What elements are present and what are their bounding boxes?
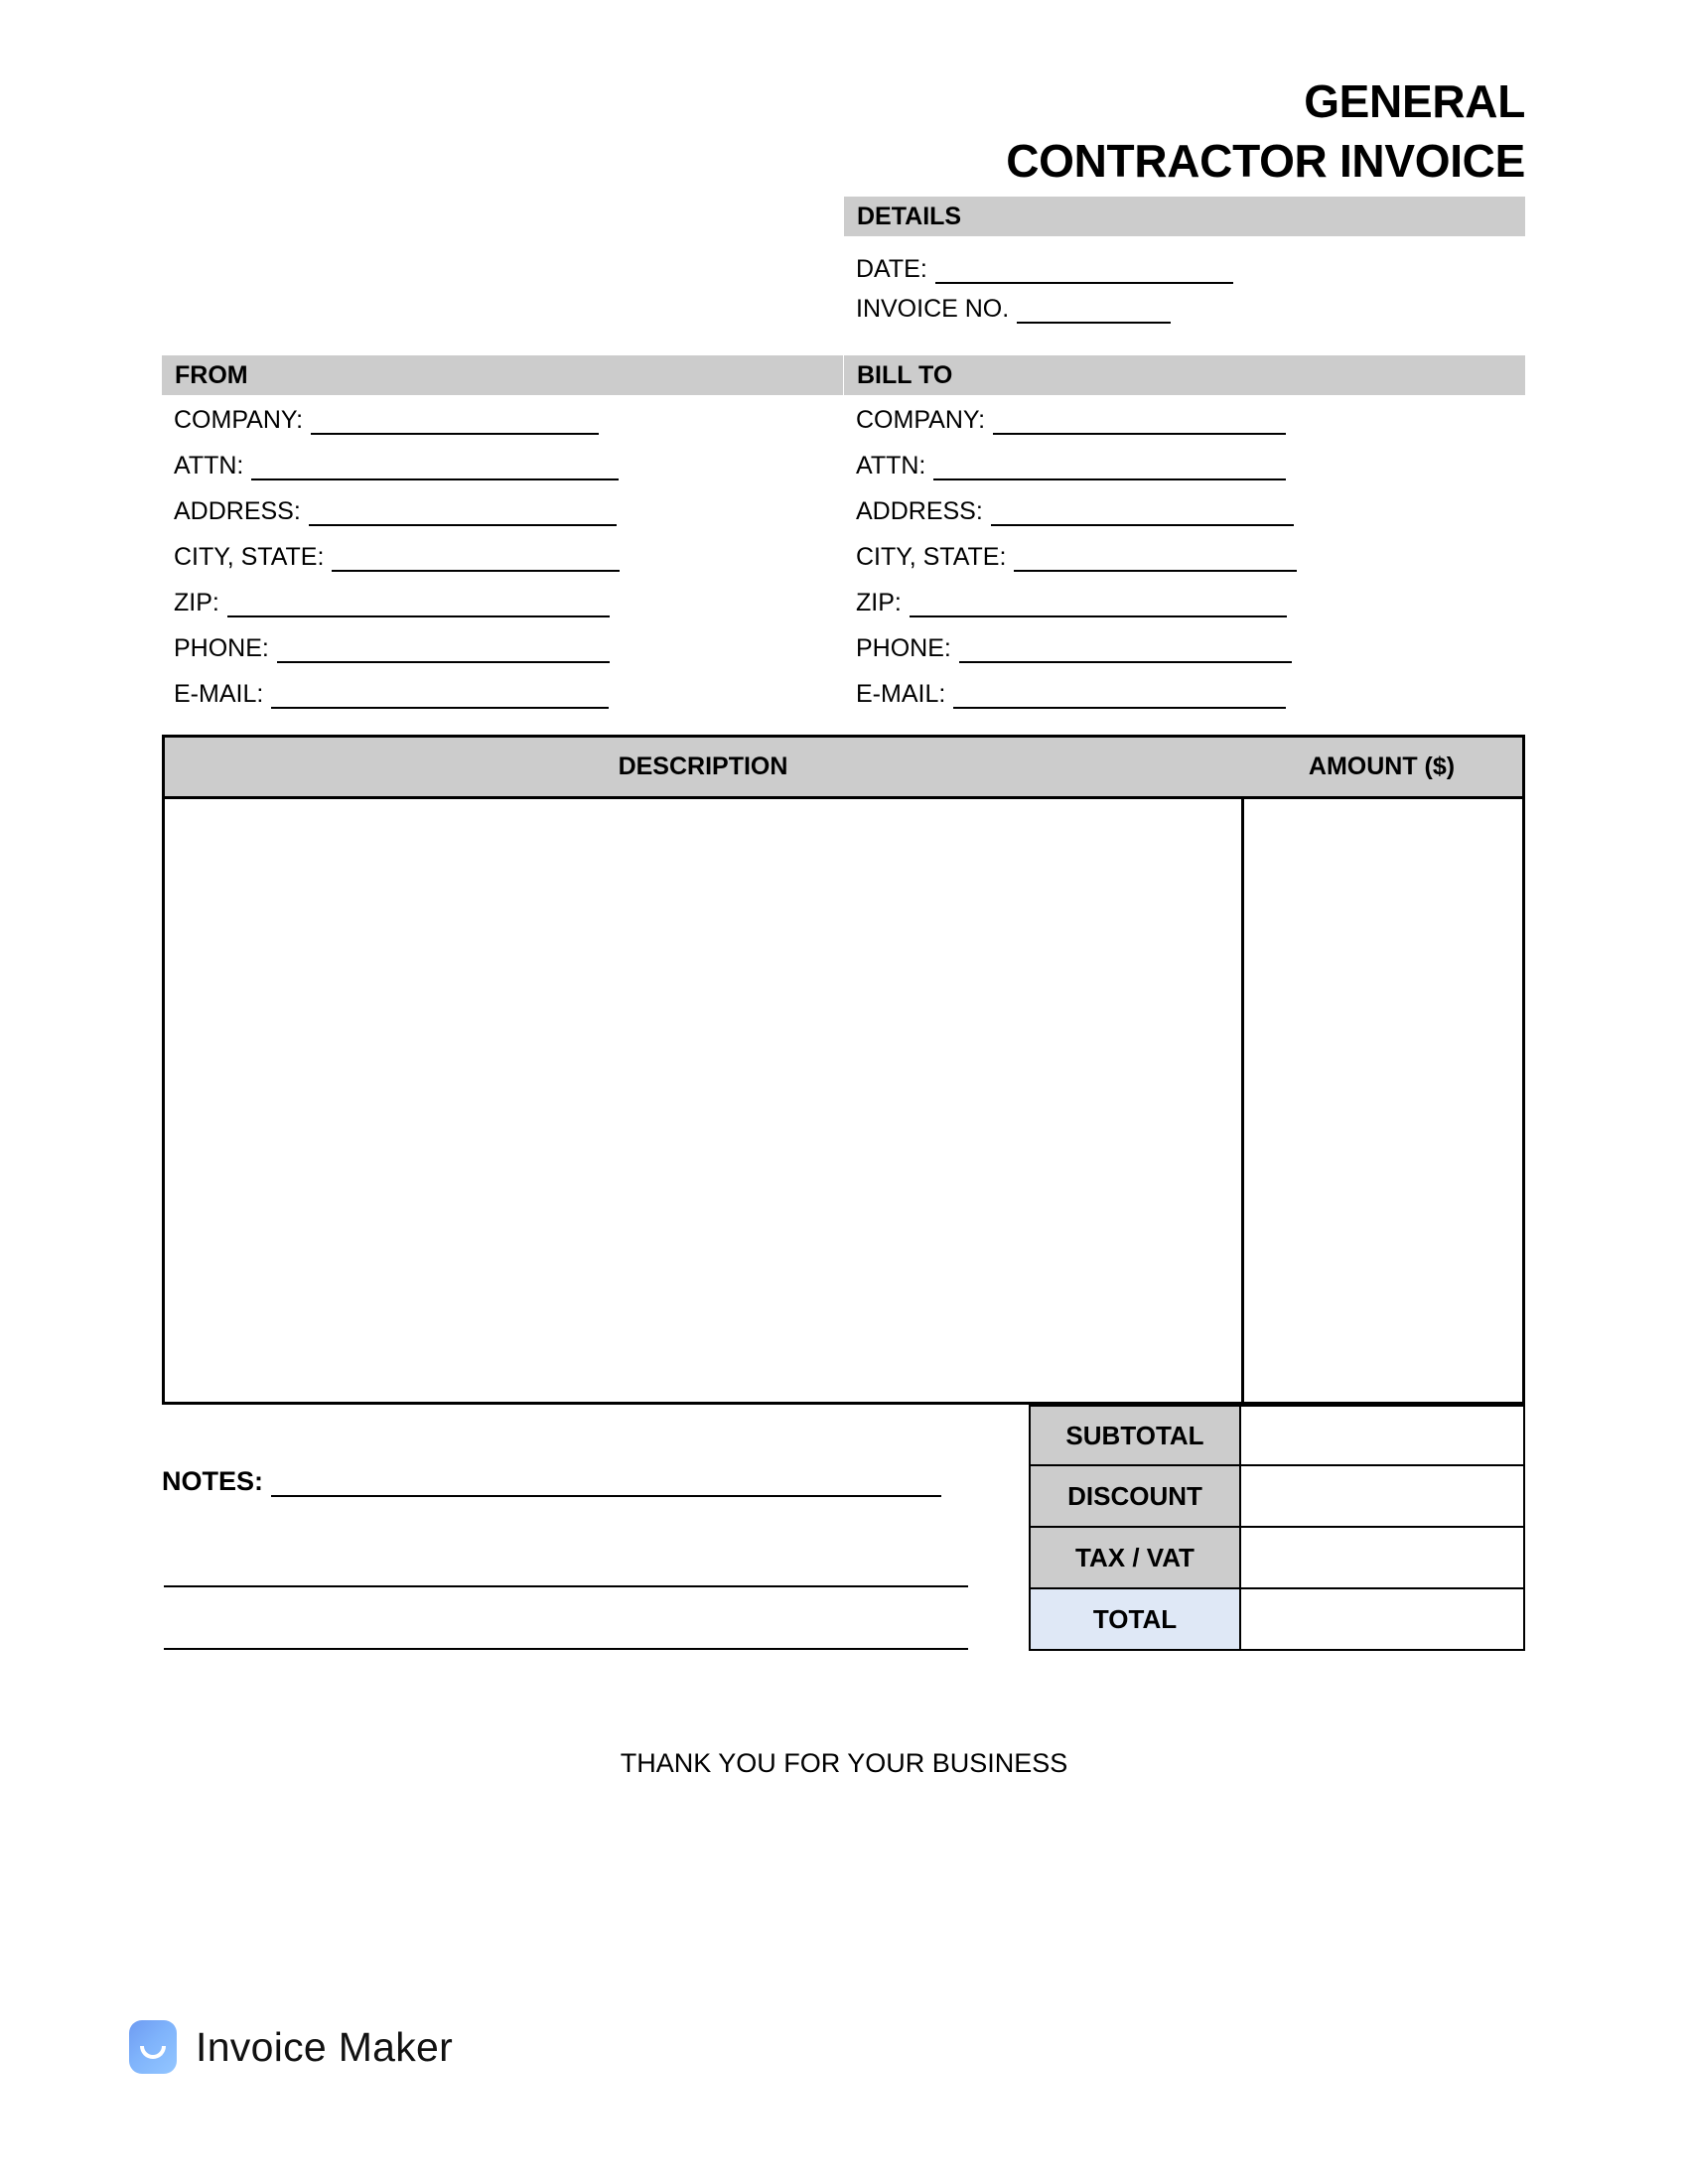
totals-row xyxy=(1029,1589,1525,1651)
from-field-label: E-MAIL: xyxy=(174,680,264,708)
brand-logo xyxy=(129,2020,453,2074)
totals-label-tax-vat: TAX / VAT xyxy=(1029,1528,1241,1589)
from-field-label: PHONE: xyxy=(174,634,269,662)
title-line-1: GENERAL xyxy=(1304,75,1525,127)
from-field-rule[interactable] xyxy=(251,453,619,480)
billto-field-label: COMPANY: xyxy=(856,406,986,434)
notes-label: NOTES: xyxy=(162,1466,264,1496)
totals-label-discount: DISCOUNT xyxy=(1029,1466,1241,1528)
billto-field-rule[interactable] xyxy=(993,407,1286,435)
from-field-rule[interactable] xyxy=(309,498,617,526)
totals-value-total[interactable] xyxy=(1241,1589,1525,1651)
from-city-state-field[interactable] xyxy=(174,534,620,572)
billto-field-rule[interactable] xyxy=(1014,544,1297,572)
invoice-smile-icon xyxy=(129,2020,177,2074)
notes-rule-1[interactable] xyxy=(271,1467,941,1497)
from-address-field[interactable] xyxy=(174,488,617,526)
items-table-body[interactable] xyxy=(162,799,1525,1405)
billto-e-mail-field[interactable] xyxy=(856,671,1286,709)
totals-row xyxy=(1029,1405,1525,1466)
billto-company-field[interactable] xyxy=(856,397,1286,435)
billto-field-label: PHONE: xyxy=(856,634,951,662)
totals-label-subtotal: SUBTOTAL xyxy=(1029,1405,1241,1466)
notes-field[interactable] xyxy=(162,1457,941,1497)
column-header-amount: AMOUNT ($) xyxy=(1308,752,1456,780)
from-company-field[interactable] xyxy=(174,397,599,435)
billto-field-rule[interactable] xyxy=(991,498,1294,526)
from-field-rule[interactable] xyxy=(277,635,610,663)
from-field-label: CITY, STATE: xyxy=(174,543,325,571)
title-line-2: CONTRACTOR INVOICE xyxy=(1006,135,1525,187)
from-field-rule[interactable] xyxy=(332,544,620,572)
thank-you-message: THANK YOU FOR YOUR BUSINESS xyxy=(620,1748,1068,1778)
from-field-rule[interactable] xyxy=(227,590,610,617)
invoice-number-field-rule[interactable] xyxy=(1017,296,1171,324)
billto-field-label: ZIP: xyxy=(856,589,902,616)
page-title xyxy=(162,71,1525,191)
billto-city-state-field[interactable] xyxy=(856,534,1297,572)
totals-value-subtotal[interactable] xyxy=(1241,1405,1525,1466)
from-section-heading: FROM xyxy=(162,355,843,395)
items-table-column-divider xyxy=(1241,799,1244,1402)
billto-section-heading: BILL TO xyxy=(844,355,1525,395)
column-header-description: DESCRIPTION xyxy=(618,752,788,780)
billto-field-label: ATTN: xyxy=(856,452,926,479)
date-field-rule[interactable] xyxy=(935,256,1233,284)
from-e-mail-field[interactable] xyxy=(174,671,609,709)
totals-row xyxy=(1029,1528,1525,1589)
from-field-rule[interactable] xyxy=(271,681,609,709)
from-field-label: ATTN: xyxy=(174,452,244,479)
totals-value-tax-vat[interactable] xyxy=(1241,1528,1525,1589)
from-attn-field[interactable] xyxy=(174,443,619,480)
notes-rule-3[interactable] xyxy=(164,1648,968,1650)
totals-label-total: TOTAL xyxy=(1029,1589,1241,1651)
totals-row xyxy=(1029,1466,1525,1528)
billto-field-rule[interactable] xyxy=(959,635,1292,663)
from-phone-field[interactable] xyxy=(174,625,610,663)
billto-field-rule[interactable] xyxy=(910,590,1287,617)
billto-zip-field[interactable] xyxy=(856,580,1287,617)
from-field-rule[interactable] xyxy=(311,407,599,435)
details-section-heading: DETAILS xyxy=(844,197,1525,236)
from-field-label: ZIP: xyxy=(174,589,219,616)
notes-rule-2[interactable] xyxy=(164,1585,968,1587)
brand-name: Invoice Maker xyxy=(196,2023,454,2070)
totals-block xyxy=(1029,1405,1525,1651)
items-table-header xyxy=(162,735,1525,799)
billto-address-field[interactable] xyxy=(856,488,1294,526)
billto-field-label: E-MAIL: xyxy=(856,680,946,708)
from-field-label: COMPANY: xyxy=(174,406,304,434)
totals-value-discount[interactable] xyxy=(1241,1466,1525,1528)
date-field-label: DATE: xyxy=(856,255,927,283)
invoice-number-field[interactable] xyxy=(856,286,1171,324)
from-zip-field[interactable] xyxy=(174,580,610,617)
billto-attn-field[interactable] xyxy=(856,443,1286,480)
date-field[interactable] xyxy=(856,246,1233,284)
invoice-number-field-label: INVOICE NO. xyxy=(856,295,1010,323)
billto-field-label: CITY, STATE: xyxy=(856,543,1007,571)
from-field-label: ADDRESS: xyxy=(174,497,301,525)
billto-phone-field[interactable] xyxy=(856,625,1292,663)
billto-field-label: ADDRESS: xyxy=(856,497,983,525)
billto-field-rule[interactable] xyxy=(933,453,1286,480)
billto-field-rule[interactable] xyxy=(953,681,1286,709)
